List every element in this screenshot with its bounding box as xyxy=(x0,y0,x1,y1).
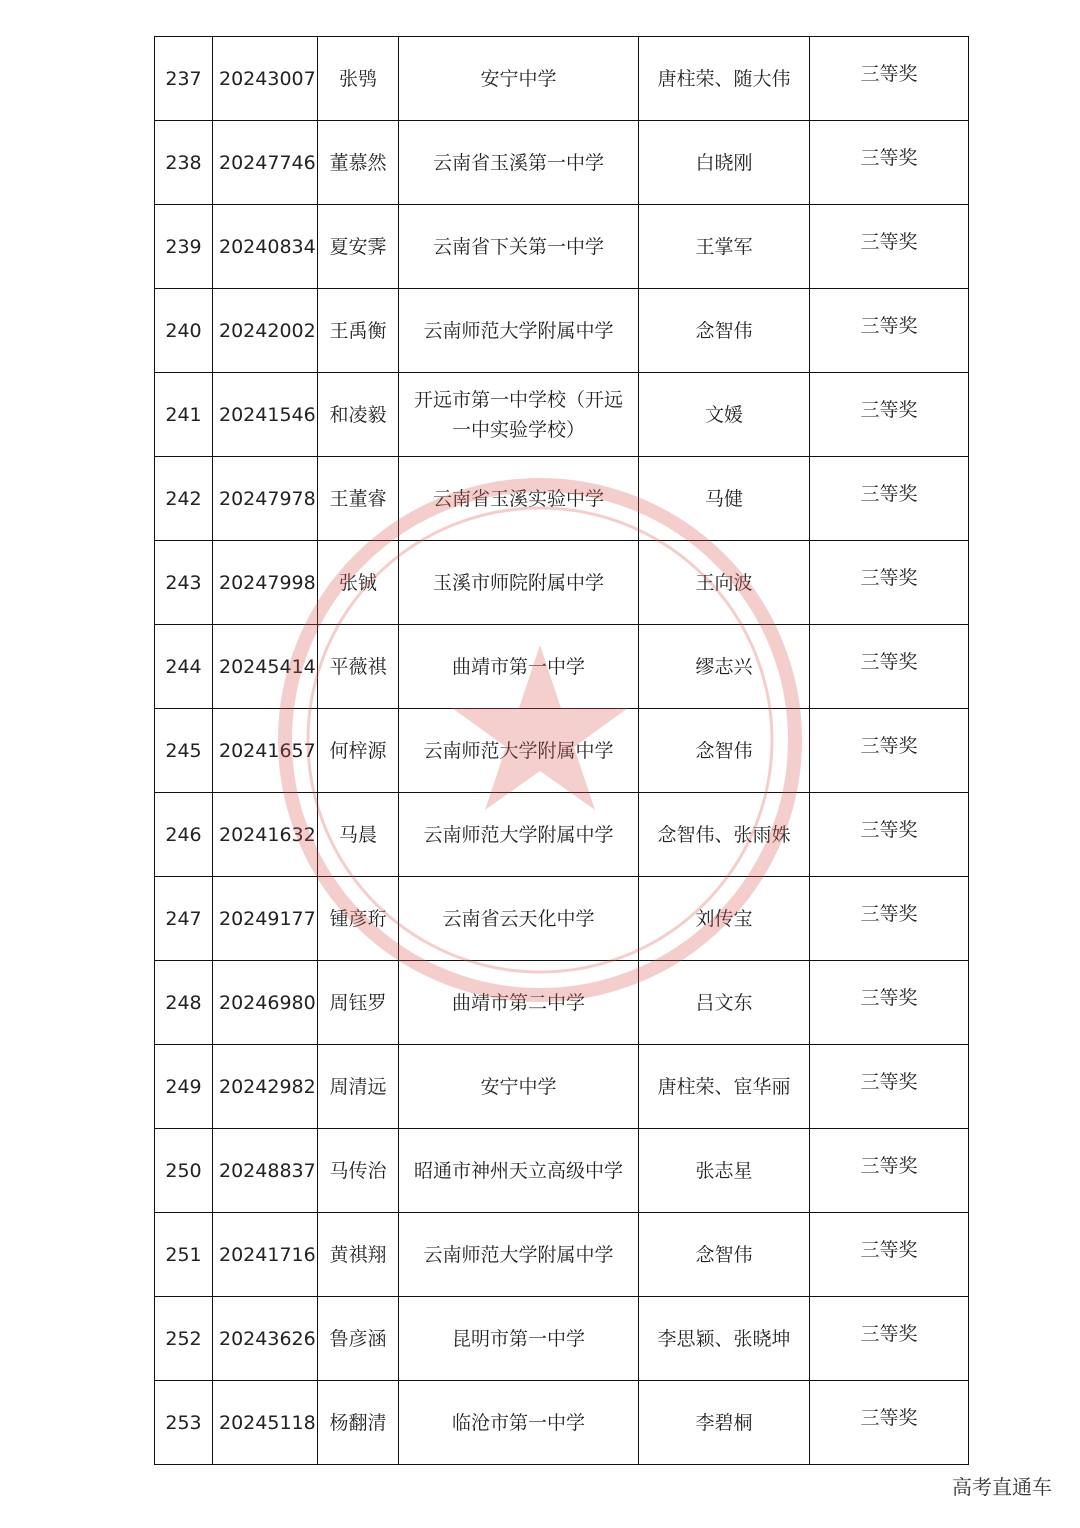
table-row xyxy=(155,457,969,541)
cell-award: 三等奖 xyxy=(810,961,969,1045)
cell-teacher: 刘传宝 xyxy=(639,877,810,961)
cell-award: 三等奖 xyxy=(810,1381,969,1465)
cell-award: 三等奖 xyxy=(810,205,969,289)
cell-no: 237 xyxy=(155,37,213,121)
cell-no: 248 xyxy=(155,961,213,1045)
cell-name: 夏安霁 xyxy=(318,205,399,289)
cell-award: 三等奖 xyxy=(810,1213,969,1297)
table-row xyxy=(155,625,969,709)
cell-school: 安宁中学 xyxy=(399,1045,639,1129)
cell-teacher: 念智伟 xyxy=(639,709,810,793)
cell-id: 20245118 xyxy=(213,1381,318,1465)
cell-award: 三等奖 xyxy=(810,709,969,793)
cell-no: 251 xyxy=(155,1213,213,1297)
cell-teacher: 李碧桐 xyxy=(639,1381,810,1465)
cell-award: 三等奖 xyxy=(810,793,969,877)
table-row xyxy=(155,1129,969,1213)
cell-name: 张铖 xyxy=(318,541,399,625)
cell-name: 黄祺翔 xyxy=(318,1213,399,1297)
cell-teacher: 马健 xyxy=(639,457,810,541)
cell-school: 昆明市第一中学 xyxy=(399,1297,639,1381)
cell-name: 和凌毅 xyxy=(318,373,399,457)
results-table-body xyxy=(155,37,969,1465)
cell-teacher: 李思颖、张晓坤 xyxy=(639,1297,810,1381)
cell-school: 云南师范大学附属中学 xyxy=(399,289,639,373)
cell-no: 239 xyxy=(155,205,213,289)
cell-no: 242 xyxy=(155,457,213,541)
cell-school: 云南省玉溪实验中学 xyxy=(399,457,639,541)
cell-teacher: 白晓刚 xyxy=(639,121,810,205)
cell-name: 鲁彦涵 xyxy=(318,1297,399,1381)
cell-id: 20241546 xyxy=(213,373,318,457)
watermark: 高考直通车 xyxy=(952,1475,1052,1499)
table-row xyxy=(155,961,969,1045)
cell-teacher: 吕文东 xyxy=(639,961,810,1045)
cell-school: 云南师范大学附属中学 xyxy=(399,709,639,793)
cell-name: 董慕然 xyxy=(318,121,399,205)
cell-id: 20241632 xyxy=(213,793,318,877)
cell-school: 安宁中学 xyxy=(399,37,639,121)
table-row xyxy=(155,205,969,289)
cell-teacher: 念智伟、张雨姝 xyxy=(639,793,810,877)
table-row xyxy=(155,121,969,205)
cell-name: 周钰罗 xyxy=(318,961,399,1045)
cell-id: 20240834 xyxy=(213,205,318,289)
cell-school: 云南师范大学附属中学 xyxy=(399,793,639,877)
cell-award: 三等奖 xyxy=(810,1129,969,1213)
cell-name: 马传治 xyxy=(318,1129,399,1213)
cell-award: 三等奖 xyxy=(810,1297,969,1381)
cell-no: 244 xyxy=(155,625,213,709)
cell-teacher: 张志星 xyxy=(639,1129,810,1213)
cell-school: 曲靖市第二中学 xyxy=(399,961,639,1045)
cell-teacher: 缪志兴 xyxy=(639,625,810,709)
cell-id: 20241657 xyxy=(213,709,318,793)
cell-name: 张鸮 xyxy=(318,37,399,121)
cell-no: 240 xyxy=(155,289,213,373)
cell-name: 杨翻清 xyxy=(318,1381,399,1465)
cell-award: 三等奖 xyxy=(810,457,969,541)
cell-school: 临沧市第一中学 xyxy=(399,1381,639,1465)
cell-id: 20247978 xyxy=(213,457,318,541)
cell-name: 王董睿 xyxy=(318,457,399,541)
cell-school: 云南省玉溪第一中学 xyxy=(399,121,639,205)
cell-school: 玉溪市师院附属中学 xyxy=(399,541,639,625)
cell-teacher: 唐柱荣、随大伟 xyxy=(639,37,810,121)
cell-name: 王禹衡 xyxy=(318,289,399,373)
cell-school: 云南省云天化中学 xyxy=(399,877,639,961)
table-row xyxy=(155,373,969,457)
cell-no: 241 xyxy=(155,373,213,457)
table-row xyxy=(155,1297,969,1381)
cell-teacher: 念智伟 xyxy=(639,1213,810,1297)
cell-teacher: 唐柱荣、宦华丽 xyxy=(639,1045,810,1129)
cell-no: 252 xyxy=(155,1297,213,1381)
cell-school: 昭通市神州天立高级中学 xyxy=(399,1129,639,1213)
cell-id: 20247998 xyxy=(213,541,318,625)
cell-id: 20242982 xyxy=(213,1045,318,1129)
table-row xyxy=(155,37,969,121)
table-row xyxy=(155,1045,969,1129)
cell-id: 20249177 xyxy=(213,877,318,961)
cell-award: 三等奖 xyxy=(810,625,969,709)
cell-no: 247 xyxy=(155,877,213,961)
cell-name: 马晨 xyxy=(318,793,399,877)
cell-name: 周清远 xyxy=(318,1045,399,1129)
cell-id: 20248837 xyxy=(213,1129,318,1213)
cell-id: 20243626 xyxy=(213,1297,318,1381)
table-row xyxy=(155,793,969,877)
cell-award: 三等奖 xyxy=(810,877,969,961)
cell-id: 20243007 xyxy=(213,37,318,121)
table-row xyxy=(155,709,969,793)
cell-no: 245 xyxy=(155,709,213,793)
cell-no: 253 xyxy=(155,1381,213,1465)
cell-award: 三等奖 xyxy=(810,541,969,625)
cell-award: 三等奖 xyxy=(810,373,969,457)
table-row xyxy=(155,1381,969,1465)
cell-id: 20242002 xyxy=(213,289,318,373)
cell-award: 三等奖 xyxy=(810,1045,969,1129)
cell-teacher: 文媛 xyxy=(639,373,810,457)
cell-award: 三等奖 xyxy=(810,37,969,121)
table-row xyxy=(155,289,969,373)
results-table xyxy=(154,36,969,1465)
cell-no: 249 xyxy=(155,1045,213,1129)
cell-teacher: 念智伟 xyxy=(639,289,810,373)
table-row xyxy=(155,1213,969,1297)
cell-id: 20247746 xyxy=(213,121,318,205)
cell-teacher: 王掌军 xyxy=(639,205,810,289)
table-row xyxy=(155,541,969,625)
cell-school: 曲靖市第一中学 xyxy=(399,625,639,709)
cell-school: 云南师范大学附属中学 xyxy=(399,1213,639,1297)
cell-school: 开远市第一中学校（开远一中实验学校） xyxy=(399,373,639,457)
cell-award: 三等奖 xyxy=(810,289,969,373)
cell-no: 238 xyxy=(155,121,213,205)
cell-name: 何梓源 xyxy=(318,709,399,793)
cell-id: 20241716 xyxy=(213,1213,318,1297)
table-row xyxy=(155,877,969,961)
cell-name: 平薇祺 xyxy=(318,625,399,709)
cell-teacher: 王向波 xyxy=(639,541,810,625)
cell-no: 250 xyxy=(155,1129,213,1213)
cell-no: 243 xyxy=(155,541,213,625)
cell-id: 20246980 xyxy=(213,961,318,1045)
cell-id: 20245414 xyxy=(213,625,318,709)
cell-no: 246 xyxy=(155,793,213,877)
cell-name: 锺彦珩 xyxy=(318,877,399,961)
cell-award: 三等奖 xyxy=(810,121,969,205)
cell-school: 云南省下关第一中学 xyxy=(399,205,639,289)
results-table-container xyxy=(154,36,968,1465)
